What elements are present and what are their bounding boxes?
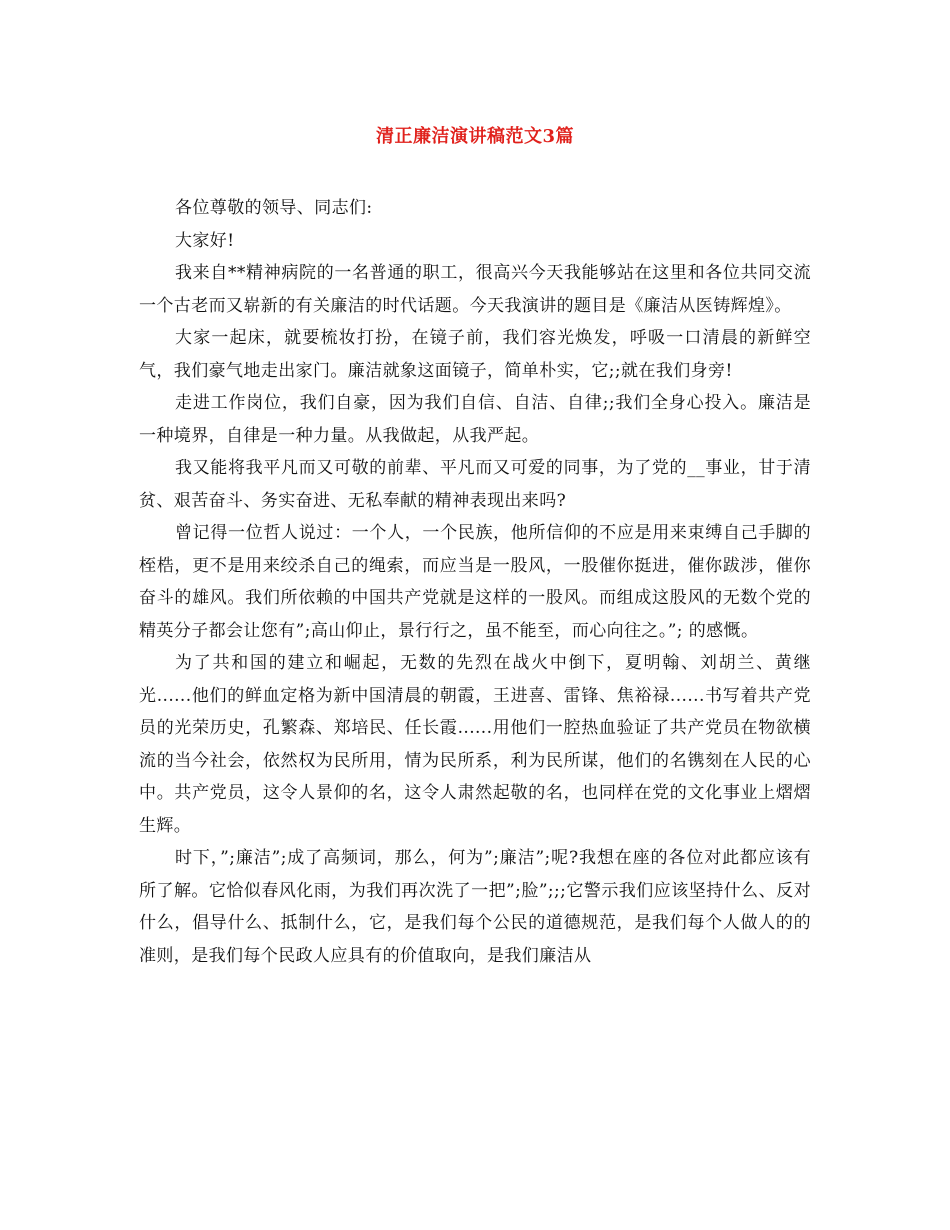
document-title: 清正廉洁演讲稿范文3篇 [375,126,575,147]
paragraph: 我来自**精神病院的一名普通的职工，很高兴今天我能够站在这里和各位共同交流一个古老而又崭新的有关廉洁的时代话题。今天我演讲的题目是《廉洁从医铸辉煌》。 [139,263,811,316]
paragraph: 时下，”;廉洁”;成了高频词，那么，何为”;廉洁”;呢?我想在座的各位对此都应该有所了解。它恰似春风化雨，为我们再次洗了一把”;脸”;;;它警示我们应该坚持什么、反对什么，倡导什么、抵制什么，它，是我们每个公民的道德规范，是我们每个人做人的的准则，是我们每个民政人应具有的价值取向，是我们廉洁从 [139,848,811,966]
paragraph: 为了共和国的建立和崛起，无数的先烈在战火中倒下，夏明翰、刘胡兰、黄继光......他们的鲜血定格为新中国清晨的朝霞，王进喜、雷锋、焦裕禄......书写着共产党员的光荣历史，孔繁森、郑培民、任长霞......用他们一腔热血验证了共产党员在物欲横流的当今社会，依然权为民所用，情为民所系，利为民所谋，他们的名镌刻在人民的心中。共产党员，这令人景仰的名，这令人肃然起敬的名，也同样在党的文化事业上熠熠生辉。 [139,653,811,836]
paragraph: 我又能将我平凡而又可敬的前辈、平凡而又可爱的同事，为了党的__事业，甘于清贫、艰苦奋斗、务实奋进、无私奉献的精神表现出来吗? [139,458,811,511]
document-body [139,192,811,972]
paragraph-salutation: 各位尊敬的领导、同志们: [175,198,373,218]
paragraph: 走进工作岗位，我们自豪，因为我们自信、自洁、自律;;我们全身心投入。廉洁是一种境界，自律是一种力量。从我做起，从我严起。 [139,393,811,446]
paragraph-greeting: 大家好! [175,230,235,251]
paragraph: 大家一起床，就要梳妆打扮，在镜子前，我们容光焕发，呼吸一口清晨的新鲜空气，我们豪气地走出家门。廉洁就象这面镜子，简单朴实，它;;就在我们身旁! [139,328,811,381]
paragraph: 曾记得一位哲人说过：一个人，一个民族，他所信仰的不应是用来束缚自己手脚的桎梏，更不是用来绞杀自己的绳索，而应当是一股风，一股催你挺进，催你跋涉，催你奋斗的雄风。我们所依赖的中国共产党就是这样的一股风。而组成这股风的无数个党的精英分子都会让您有”;高山仰止，景行行之，虽不能至，而心向往之。”; 的感慨。 [139,523,811,641]
